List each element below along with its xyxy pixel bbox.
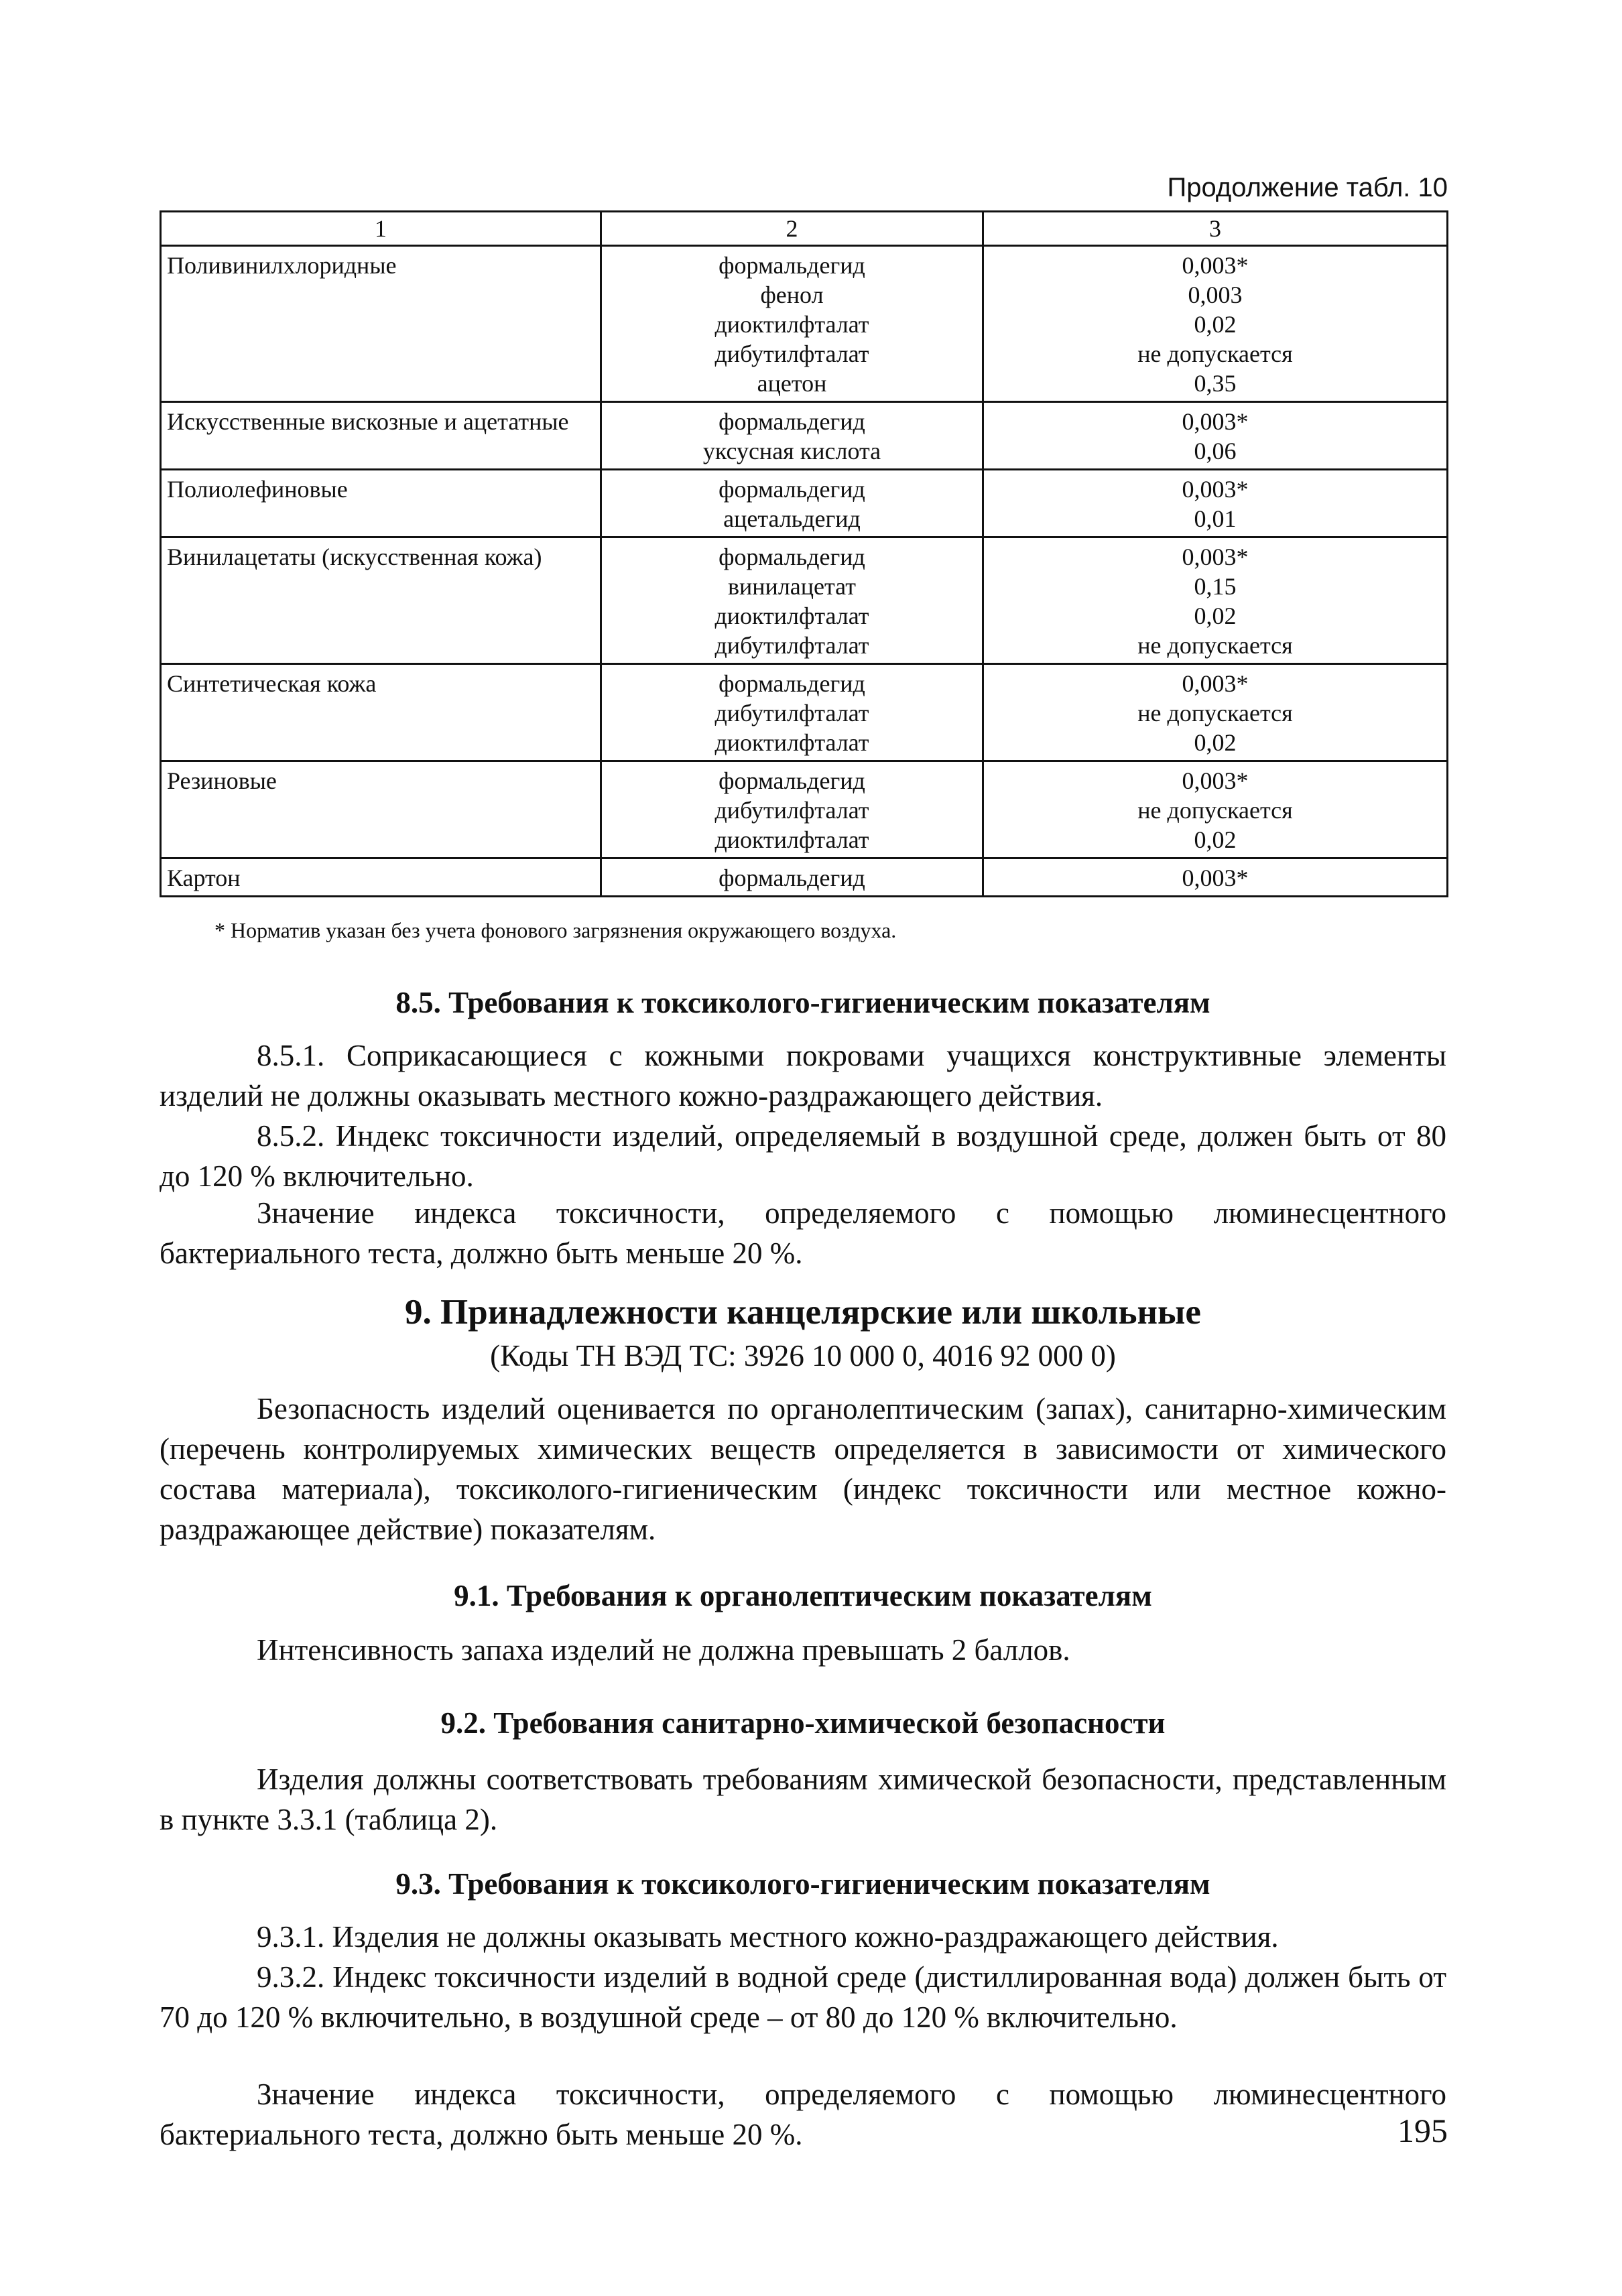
substance-name: формальдегид [719, 670, 865, 697]
table-row [161, 858, 1448, 897]
substance-name: дибутилфталат [714, 632, 869, 659]
norm-value: 0,01 [1194, 505, 1237, 532]
table-row [161, 470, 1448, 537]
paragraph-9-2: Изделия должны соответствовать требованиям химической безопасности, представленным в пункте 3.3.1 (таблица 2). [160, 1763, 1446, 1836]
table-row [161, 761, 1448, 858]
paragraph-9-1: Интенсивность запаха изделий не должна превышать 2 баллов. [257, 1633, 1070, 1667]
norm-value: 0,35 [1194, 370, 1237, 397]
substance-cell [601, 858, 983, 897]
paragraph-9-intro: Безопасность изделий оценивается по органолептическим (запах), санитарно-химическим (перечень контролируемых химических веществ определяется в зависимости от химического состава материала), токсиколого-гигиеническим (индекс токсичности или местное кожно-раздражающее действие) показателям. [160, 1392, 1446, 1546]
norm-value: 0,003* [1182, 476, 1249, 503]
material-cell: Искусственные вискозные и ацетатные [161, 402, 601, 470]
norm-value: 0,15 [1194, 573, 1237, 600]
substance-name: формальдегид [719, 544, 865, 570]
section-heading-9-2: 9.2. Требования санитарно-химической безопасности [440, 1706, 1166, 1740]
table-caption: Продолжение табл. 10 [1167, 173, 1448, 202]
norm-value: 0,02 [1194, 311, 1237, 338]
norm-value-cell [983, 246, 1448, 402]
column-header: 1 [161, 212, 601, 246]
substance-name: диоктилфталат [714, 729, 869, 756]
substance-name: дибутилфталат [714, 700, 869, 726]
section-codes: (Коды ТН ВЭД ТС: 3926 10 000 0, 4016 92 000 0) [490, 1339, 1116, 1373]
substance-cell [601, 246, 983, 402]
substance-name: винилацетат [728, 573, 856, 600]
material-cell: Винилацетаты (искусственная кожа) [161, 537, 601, 664]
material-cell: Резиновые [161, 761, 601, 858]
norm-value: 0,02 [1194, 826, 1237, 853]
norm-value-cell [983, 761, 1448, 858]
table-row [161, 246, 1448, 402]
table-row [161, 664, 1448, 761]
substance-name: формальдегид [719, 408, 865, 435]
norm-value: не допускается [1137, 340, 1293, 367]
page-number: 195 [1397, 2112, 1448, 2149]
substance-name: уксусная кислота [702, 438, 881, 464]
norm-value-cell [983, 470, 1448, 537]
substance-name: фенол [760, 281, 824, 308]
substance-name: формальдегид [719, 767, 865, 794]
substance-name: ацетальдегид [723, 505, 861, 532]
norm-value: 0,003* [1182, 767, 1249, 794]
paragraph-8-5-toxicity: Значение индекса токсичности, определяемого с помощью люминесцентного бактериального теста, должно быть меньше 20 %. [160, 1196, 1446, 1270]
paragraph-8-5-2: 8.5.2. Индекс токсичности изделий, определяемый в воздушной среде, должен быть от 80 до 120 % включительно. [160, 1119, 1446, 1193]
norm-value-cell [983, 402, 1448, 470]
table-row [161, 402, 1448, 470]
norm-value: 0,02 [1194, 602, 1237, 629]
norm-value: 0,06 [1194, 438, 1237, 464]
table-header-row [161, 212, 1448, 246]
substance-name: дибутилфталат [714, 797, 869, 824]
substance-name: формальдегид [719, 252, 865, 279]
substance-name: дибутилфталат [714, 340, 869, 367]
table-footnote: * Норматив указан без учета фонового загрязнения окружающего воздуха. [214, 918, 897, 942]
substance-cell [601, 537, 983, 664]
substances-table [160, 210, 1448, 897]
material-cell: Синтетическая кожа [161, 664, 601, 761]
paragraph-9-3-2: 9.3.2. Индекс токсичности изделий в водной среде (дистиллированная вода) должен быть от 70 до 120 % включительно, в воздушной среде – от 80 до 120 % включительно. [160, 1960, 1446, 2034]
column-header: 3 [983, 212, 1448, 246]
substance-name: формальдегид [719, 476, 865, 503]
norm-value: 0,003* [1182, 252, 1249, 279]
substance-cell [601, 402, 983, 470]
section-heading-9: 9. Принадлежности канцелярские или школьные [405, 1293, 1201, 1332]
norm-value: 0,003* [1182, 408, 1249, 435]
norm-value: 0,003* [1182, 544, 1249, 570]
substance-name: ацетон [757, 370, 827, 397]
norm-value: 0,003* [1182, 670, 1249, 697]
substance-name: формальдегид [719, 865, 865, 891]
table-row [161, 537, 1448, 664]
substance-cell [601, 470, 983, 537]
norm-value-cell [983, 664, 1448, 761]
norm-value: 0,003 [1188, 281, 1243, 308]
norm-value: 0,003* [1182, 865, 1249, 891]
paragraph-9-3-toxicity: Значение индекса токсичности, определяемого с помощью люминесцентного бактериального теста, должно быть меньше 20 %. [160, 2078, 1446, 2151]
table-body [161, 246, 1448, 897]
column-header: 2 [601, 212, 983, 246]
substance-cell [601, 664, 983, 761]
section-heading-9-3: 9.3. Требования к токсиколого-гигиеническим показателям [395, 1867, 1210, 1901]
material-cell: Полиолефиновые [161, 470, 601, 537]
paragraph-9-3-1: 9.3.1. Изделия не должны оказывать местного кожно-раздражающего действия. [257, 1920, 1279, 1954]
norm-value: 0,02 [1194, 729, 1237, 756]
norm-value-cell [983, 537, 1448, 664]
material-cell: Картон [161, 858, 601, 897]
substance-name: диоктилфталат [714, 602, 869, 629]
norm-value: не допускается [1137, 797, 1293, 824]
material-cell: Поливинилхлоридные [161, 246, 601, 402]
substance-name: диоктилфталат [714, 826, 869, 853]
section-heading-9-1: 9.1. Требования к органолептическим показателям [454, 1579, 1152, 1612]
norm-value: не допускается [1137, 632, 1293, 659]
substance-name: диоктилфталат [714, 311, 869, 338]
substance-cell [601, 761, 983, 858]
norm-value: не допускается [1137, 700, 1293, 726]
paragraph-8-5-1: 8.5.1. Соприкасающиеся с кожными покровами учащихся конструктивные элементы изделий не должны оказывать местного кожно-раздражающего действия. [160, 1039, 1446, 1112]
section-heading-8-5: 8.5. Требования к токсиколого-гигиеническим показателям [395, 986, 1210, 1019]
norm-value-cell [983, 858, 1448, 897]
